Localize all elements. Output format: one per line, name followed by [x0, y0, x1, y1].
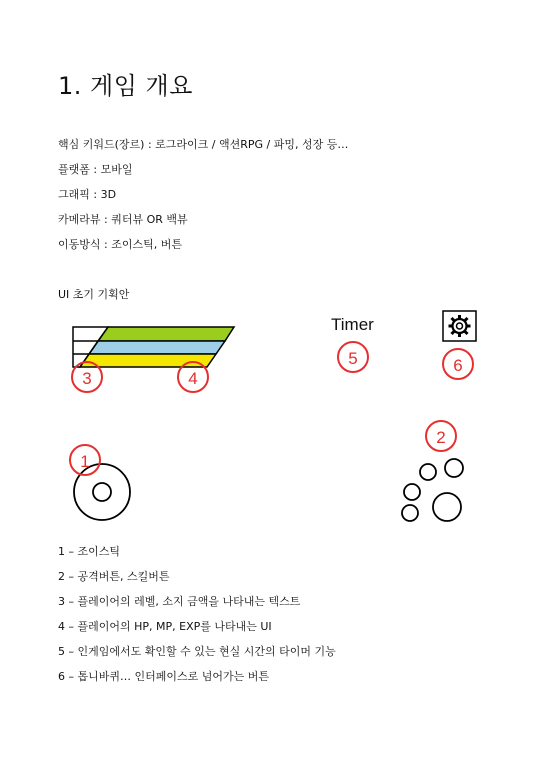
legend-item: 6 – 톱니바퀴… 인터페이스로 넘어가는 버튼 — [58, 670, 269, 683]
skill-button — [445, 459, 463, 477]
badge-5: 5 — [337, 341, 369, 373]
badge-3: 3 — [71, 361, 103, 393]
camera-line: 카메라뷰 : 쿼터뷰 OR 백뷰 — [58, 213, 188, 226]
skill-button — [402, 505, 418, 521]
ui-plan-heading: UI 초기 기획안 — [58, 288, 130, 301]
legend-item: 4 – 플레이어의 HP, MP, EXP를 나타내는 UI — [58, 620, 272, 633]
legend-item: 5 – 인게임에서도 확인할 수 있는 현실 시간의 타이머 기능 — [58, 645, 336, 658]
timer-label: Timer — [331, 315, 374, 334]
badge-6: 6 — [442, 348, 474, 380]
badge-4: 4 — [177, 361, 209, 393]
movement-line: 이동방식 : 조이스틱, 버튼 — [58, 238, 182, 251]
gear-button[interactable] — [443, 311, 476, 341]
exp-bar — [98, 327, 234, 341]
skill-button — [404, 484, 420, 500]
attack-button — [433, 493, 461, 521]
genre-line: 핵심 키워드(장르) : 로그라이크 / 액션RPG / 파밍, 성장 등… — [58, 138, 349, 151]
platform-line: 플랫폼 : 모바일 — [58, 163, 133, 176]
mp-bar — [89, 341, 225, 354]
badge-1: 1 — [69, 444, 101, 476]
page-title: 1. 게임 개요 — [58, 72, 193, 100]
legend-item: 3 – 플레이어의 레벨, 소지 금액을 나타내는 텍스트 — [58, 595, 301, 608]
action-buttons[interactable] — [402, 459, 463, 521]
legend-item: 2 – 공격버튼, 스킬버튼 — [58, 570, 170, 583]
skill-button — [420, 464, 436, 480]
badge-2: 2 — [425, 420, 457, 452]
graphics-line: 그래픽 : 3D — [58, 188, 117, 201]
legend-item: 1 – 조이스틱 — [58, 545, 120, 558]
